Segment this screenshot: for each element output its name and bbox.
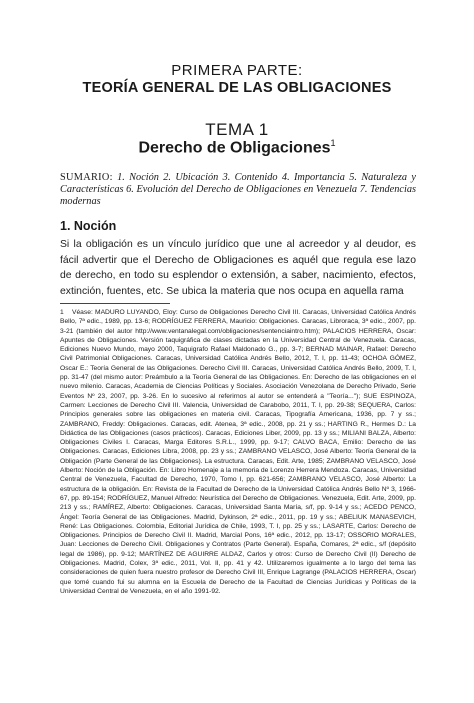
footnote-number: 1 bbox=[60, 309, 64, 316]
chapter-title-text: Derecho de Obligaciones bbox=[138, 139, 331, 157]
chapter-label: TEMA 1 bbox=[205, 120, 269, 139]
section-heading: 1. Noción bbox=[60, 219, 117, 233]
footnote-text: Véase: MADURO LUYANDO, Eloy: Curso de Obligaciones Derecho Civil III. Caracas, Universidad Católica Andrés Bello, 7ª edic., 1989, pp. 13-6; RODRÍGUEZ FERRERA, Mauricio: Obligaciones. Caracas, Libroraca, 3ª edic., 2007, pp. 3-21 (también del autor http://www.ventanalegal.com/obligaciones/sentenciaintro.htm); PALACIOS HERRERA, Oscar: Apuntes de Obligaciones. Versión taquigráfica de clases dictadas en la Universidad Central de Venezuela. Caracas, Ediciones Nuevo Mundo, mayo 2000, Taquigrafo Rafael Maldonado G., pp. 3-7; BERNAD MAINAR, Rafael: Derecho Civil Patrimonial Obligaciones. Caracas, Universidad Católica Andrés Bello, 2012, T. I, pp. 11-43; OCHOA GÓMEZ, Oscar E.: Teoría General de las Obligaciones. Derecho Civil III. Caracas, Universidad Católica Andrés Bello, 2009, T. I, pp. 31-47 (del mismo autor: Preámbulo a la Teoría General de las Obligaciones. En: Derecho de las obligaciones en el nuevo milenio. Caracas, Academia de Ciencias Políticas y Sociales. Asociación Venezolana de Derecho Privado, Serie Eventos Nº 23, 2007, pp. 3-26. En lo sucesivo al referirnos al autor se entenderá a "Teoría..."); SUE ESPINOZA, Carmen: Lecciones de Derecho Civil III. Valencia, Universidad de Carabobo, 2011, T. I, pp. 29-38; SEQUERA, Carlos: Principios generales sobre las obligaciones en materia civil. Caracas, Tipografía Americana, 1936, pp. 7 y ss.; ZAMBRANO, Freddy: Obligaciones. Caracas, edit. Atenea, 3ª edic., 2008, pp. 21 y ss.; HARTING R., Hermes D.: La Didáctica de las Obligaciones (casos prácticos). Caracas, Ediciones Liber, 2009, pp. 13 y ss.; MILIANI BALZA, Alberto: Obligaciones Civiles I. Caracas, Marga Editores S.R.L., 1999, pp. 9-17; CALVO BACA, Emilio: Derecho de las Obligaciones. Caracas, Ediciones Libra, 2008, pp. 23 y ss.; ZAMBRANO VELASCO, José Alberto: Teoría General de la Obligación (Parte General de las Obligaciones). La estructura. Caracas, Edit. Arte, 1985; ZAMBRANO VELASCO, José Alberto: Noción de la Obligación. En: Libro Homenaje a la memoria de Lorenzo Herrera Mendoza. Caracas, Universidad Central de Venezuela, Facultad de Derecho, 1970, Tomo I, pp. 621-656; ZAMBRANO VELASCO, José Alberto: La estructura de la obligación. En: Revista de la Facultad de Derecho de la Universidad Católica Andrés Bello Nº 3, 1966-67, pp. 89-154; RODRÍGUEZ, Manuel Alfredo: Neurística del Derecho de Obligaciones. Venezuela, Edit. Arte, 2009, pp. 213 y ss.; RAMÍREZ, Alberto: Obligaciones. Caracas, Universidad Santa María, s/f, pp. 9-14 y ss.; ACEDO PENCO, Ángel: Teoría General de las Obligaciones. Madrid, Dykinson, 2ª edic., 2011, pp. 19 y ss.; ABELIUK MANASEVICH, René: Las Obligaciones. Colombia, Editorial Jurídica de Chile, 1993, T. I, pp. 25 y ss.; LASARTE, Carlos: Derecho de Obligaciones. Principios de Derecho Civil II. Madrid, Marcial Pons, 16ª edic., 2012, pp. 13-17; OSSORIO MORALES, Juan: Lecciones de Derecho Civil. Obligaciones y Contratos (Parte General). España, Comares, 2ª edic., s/f (depósito legal de 1986), pp. 9-12; MARTÍNEZ DE AGUIRRE ALDAZ, Carlos y otros: Curso de Derecho Civil (II) Derecho de Obligaciones. Madrid, Colex, 3ª edic., 2011, Vol. II, pp. 41 y 42. Utilizaremos igualmente a lo largo del tema las consideraciones de quien fuera nuestro profesor de Derecho Civil III, Enrique Lagrange (PALACIOS HERRERA, Oscar) que tomé cuando fui su alumna en la Escuela de Derecho de la Facultad de Ciencias Jurídicas y Políticas de la Universidad Central de Venezuela, en el año 1991-92. bbox=[60, 309, 416, 595]
summary-text: 1. Noción 2. Ubicación 3. Contenido 4. Importancia 5. Naturaleza y Características 6. Evolución del Derecho de Obligaciones en Venezuela 7. Tendencias modernas bbox=[60, 172, 417, 208]
footnote bbox=[60, 308, 416, 596]
chapter-summary bbox=[60, 172, 416, 209]
part-title: TEORÍA GENERAL DE LAS OBLIGACIONES bbox=[82, 80, 392, 96]
section-paragraph: Si la obligación es un vínculo jurídico que une al acreedor y al deudor, es fácil advertir que el Derecho de Obligaciones es aquél que regula ese lazo de derecho, en todo su esplendor o extensión, a saber, nacimiento, efectos, extinción, fuentes, etc. Se ubica la materia que nos ocupa en aquella rama bbox=[60, 239, 416, 298]
part-label: PRIMERA PARTE: bbox=[171, 62, 303, 79]
footnote-marker: 1 bbox=[330, 138, 336, 148]
footnote-separator bbox=[60, 303, 170, 304]
summary-label: SUMARIO: bbox=[60, 172, 113, 183]
chapter-title bbox=[0, 138, 474, 157]
